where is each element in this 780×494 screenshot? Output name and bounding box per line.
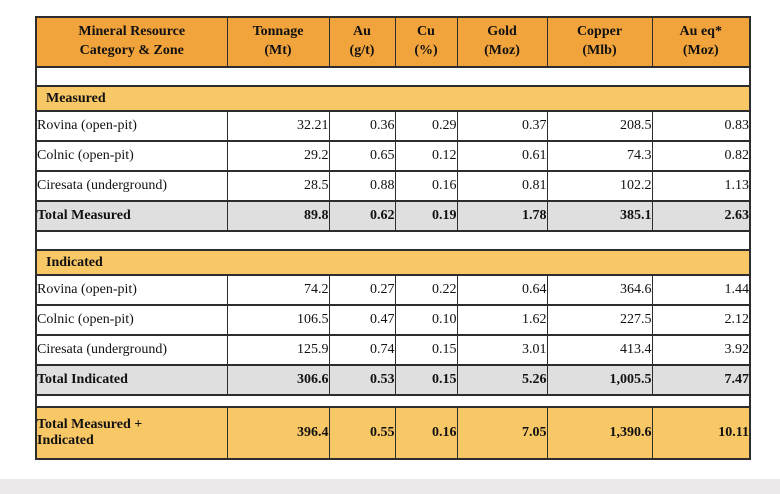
tonnage-cell: 28.5: [227, 171, 329, 201]
table-row-indicated-rovina: [36, 275, 750, 305]
gold-cell: 5.26: [457, 365, 547, 395]
total-label-cell: Total Measured: [36, 201, 227, 231]
header-line2: (Moz): [682, 43, 719, 58]
spacer-cell: [36, 67, 750, 86]
grand-total-label-line1: Total Measured +: [37, 417, 143, 432]
tonnage-cell: 306.6: [227, 365, 329, 395]
zone-cell: Rovina (open-pit): [36, 275, 227, 305]
grand-total-label-cell: [36, 407, 227, 459]
au-grade-cell: 0.62: [329, 201, 395, 231]
spacer-cell: [36, 395, 750, 407]
copper-cell: 74.3: [547, 141, 652, 171]
header-line2: (Mlb): [582, 43, 617, 58]
copper-cell: 227.5: [547, 305, 652, 335]
header-cell-aueq: [652, 17, 750, 67]
copper-cell: 1,390.6: [547, 407, 652, 459]
aueq-cell: 1.13: [652, 171, 750, 201]
au-grade-cell: 0.65: [329, 141, 395, 171]
aueq-cell: 1.44: [652, 275, 750, 305]
header-cell-copper: [547, 17, 652, 67]
table-row-measured-colnic: [36, 141, 750, 171]
zone-cell: Colnic (open-pit): [36, 141, 227, 171]
header-line1: Au eq*: [679, 24, 722, 40]
gold-cell: 1.78: [457, 201, 547, 231]
aueq-cell: 7.47: [652, 365, 750, 395]
tonnage-cell: 74.2: [227, 275, 329, 305]
aueq-cell: 2.12: [652, 305, 750, 335]
spacer-cell: [36, 231, 750, 250]
au-grade-cell: 0.27: [329, 275, 395, 305]
header-line1: Mineral Resource: [78, 24, 186, 40]
cu-grade-cell: 0.16: [395, 407, 457, 459]
au-grade-cell: 0.88: [329, 171, 395, 201]
tonnage-cell: 396.4: [227, 407, 329, 459]
header-cell-tonnage: [227, 17, 329, 67]
header-line1: Gold: [487, 24, 517, 40]
header-line1: Cu: [417, 24, 435, 40]
copper-cell: 102.2: [547, 171, 652, 201]
zone-cell: Ciresata (underground): [36, 171, 227, 201]
header-cell-au: [329, 17, 395, 67]
table-row-indicated-ciresata: [36, 335, 750, 365]
gold-cell: 7.05: [457, 407, 547, 459]
zone-cell: Rovina (open-pit): [36, 111, 227, 141]
zone-cell: Ciresata (underground): [36, 335, 227, 365]
header-line2: (g/t): [349, 43, 375, 58]
copper-cell: 1,005.5: [547, 365, 652, 395]
header-line2: (Mt): [264, 43, 292, 58]
cu-grade-cell: 0.29: [395, 111, 457, 141]
header-line2: (%): [414, 43, 438, 58]
au-grade-cell: 0.47: [329, 305, 395, 335]
page-bottom-strip: [0, 479, 780, 494]
table-row-measured-ciresata: [36, 171, 750, 201]
au-grade-cell: 0.53: [329, 365, 395, 395]
cu-grade-cell: 0.15: [395, 335, 457, 365]
copper-cell: 364.6: [547, 275, 652, 305]
gold-cell: 3.01: [457, 335, 547, 365]
cu-grade-cell: 0.10: [395, 305, 457, 335]
aueq-cell: 0.83: [652, 111, 750, 141]
spacer-row: [36, 67, 750, 86]
table-header-row: [36, 17, 750, 67]
table-row-measured-rovina: [36, 111, 750, 141]
au-grade-cell: 0.36: [329, 111, 395, 141]
tonnage-cell: 125.9: [227, 335, 329, 365]
table-row-indicated-colnic: [36, 305, 750, 335]
zone-cell: Colnic (open-pit): [36, 305, 227, 335]
header-line1: Copper: [576, 24, 623, 40]
tonnage-cell: 32.21: [227, 111, 329, 141]
total-label-cell: Total Indicated: [36, 365, 227, 395]
copper-cell: 208.5: [547, 111, 652, 141]
section-label: Measured: [36, 86, 750, 111]
tonnage-cell: 89.8: [227, 201, 329, 231]
spacer-row: [36, 231, 750, 250]
mineral-resource-table: [35, 16, 751, 460]
tonnage-cell: 106.5: [227, 305, 329, 335]
aueq-cell: 10.11: [652, 407, 750, 459]
grand-total-label-line2: Indicated: [37, 433, 94, 448]
gold-cell: 0.81: [457, 171, 547, 201]
header-line1: Au: [353, 24, 371, 40]
gold-cell: 0.64: [457, 275, 547, 305]
section-band-measured: [36, 86, 750, 111]
gold-cell: 1.62: [457, 305, 547, 335]
aueq-cell: 2.63: [652, 201, 750, 231]
gold-cell: 0.37: [457, 111, 547, 141]
cu-grade-cell: 0.12: [395, 141, 457, 171]
au-grade-cell: 0.55: [329, 407, 395, 459]
tonnage-cell: 29.2: [227, 141, 329, 171]
grand-total-row: [36, 407, 750, 459]
aueq-cell: 0.82: [652, 141, 750, 171]
cu-grade-cell: 0.22: [395, 275, 457, 305]
cu-grade-cell: 0.16: [395, 171, 457, 201]
cu-grade-cell: 0.15: [395, 365, 457, 395]
header-cell-cu: [395, 17, 457, 67]
section-label: Indicated: [36, 250, 750, 275]
aueq-cell: 3.92: [652, 335, 750, 365]
au-grade-cell: 0.74: [329, 335, 395, 365]
cu-grade-cell: 0.19: [395, 201, 457, 231]
gold-cell: 0.61: [457, 141, 547, 171]
header-line2: Category & Zone: [79, 43, 184, 58]
section-band-indicated: [36, 250, 750, 275]
header-line1: Tonnage: [252, 24, 304, 40]
copper-cell: 385.1: [547, 201, 652, 231]
total-row-measured: [36, 201, 750, 231]
header-cell-category: [36, 17, 227, 67]
total-row-indicated: [36, 365, 750, 395]
header-line2: (Moz): [484, 43, 520, 58]
header-cell-gold: [457, 17, 547, 67]
spacer-row: [36, 395, 750, 407]
copper-cell: 413.4: [547, 335, 652, 365]
